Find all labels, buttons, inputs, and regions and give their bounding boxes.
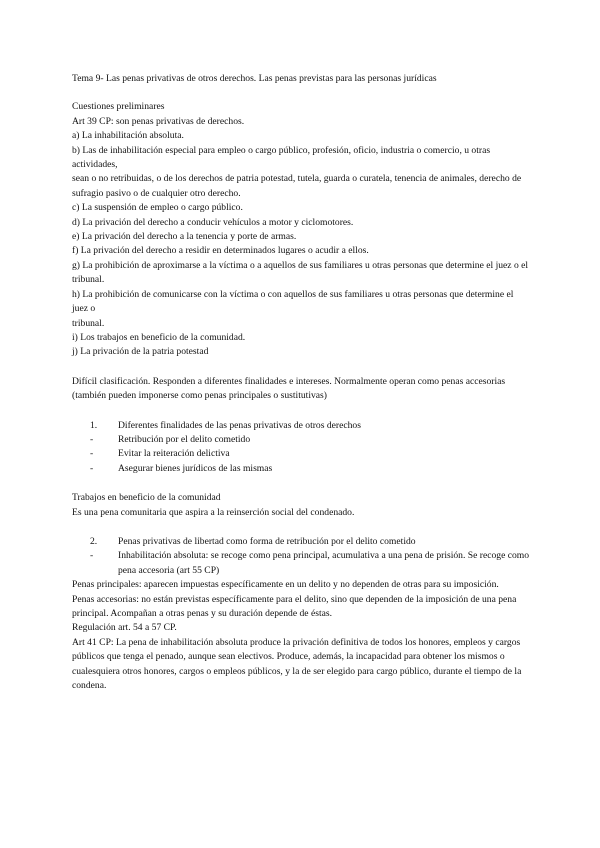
body-paragraph: Art 41 CP: La pena de inhabilitación absoluta produce la privación definitiva de todos los honores, empleos y cargos públicos que tenga el penado, aunque sean electivos. Produce, además, la incapacidad para obtener los mismos o cualesquiera otros honores, cargos o empleos públicos, y la de ser elegido para cargo público, durante el tiempo de la condena. [72,636,522,692]
body-paragraph: Penas accesorias: no están previstas específicamente para el delito, sino que dependen de la imposición de una pena principal. Acompañan a otras penas y su duración depende de éstas. [72,593,517,619]
body-line: g) La prohibición de aproximarse a la víctima o a aquellos de sus familiares u otras personas que determine el juez o el [72,259,529,271]
list-item [72,462,530,476]
body-line: i) Los trabajos en beneficio de la comunidad. [72,331,246,343]
body-line: tribunal. [72,317,105,329]
list-marker: - [90,462,94,474]
body-line: d) La privación del derecho a conducir vehículos a motor y ciclomotores. [72,216,354,228]
list-item-text: Retribución por el delito cometido [118,433,251,445]
list-marker: - [90,433,94,445]
body-line: j) La privación de la patria potestad [72,346,209,358]
list-item-text: Penas privativas de libertad como forma de retribución por el delito cometido [118,535,416,547]
body-line: sean o no retribuidas, o de los derechos de patria potestad, tutela, guarda o curatela, tenencia de animales, derecho de [72,173,522,185]
section-heading-community-work: Trabajos en beneficio de la comunidad [72,492,221,504]
body-line: c) La suspensión de empleo o cargo público. [72,202,243,214]
body-line: b) Las de inhabilitación especial para empleo o cargo público, profesión, oficio, industria o comercio, u otras actividades, [72,144,491,171]
list-item-text: Diferentes finalidades de las penas privativas de otros derechos [118,419,361,431]
list-item [72,419,530,433]
list-item [72,549,530,578]
list-marker: 1. [90,419,98,431]
body-paragraph: Es una pena comunitaria que aspira a la reinserción social del condenado. [72,506,355,518]
list-marker: - [90,448,94,460]
body-line: Art 39 CP: son penas privativas de derechos. [72,115,245,127]
classification-paragraph: Difícil clasificación. Responden a diferentes finalidades e intereses. Normalmente operan como penas accesorias (también pueden imponerse como penas principales o sustitutivas) [72,375,506,402]
penalties-list [72,535,530,578]
body-line: a) La inhabilitación absoluta. [72,130,184,142]
document-title: Tema 9- Las penas privativas de otros derechos. Las penas previstas para las personas jurídicas [72,73,437,84]
body-line: f) La privación del derecho a residir en determinados lugares o acudir a ellos. [72,245,369,257]
body-paragraph: Penas principales: aparecen impuestas específicamente en un delito y no dependen de otras para su imposición. [72,579,499,591]
body-line: e) La privación del derecho a la tenencia y porte de armas. [72,231,297,243]
list-marker: 2. [90,535,98,547]
list-item [72,433,530,447]
body-paragraph: Regulación art. 54 a 57 CP. [72,622,177,634]
section-heading-preliminary: Cuestiones preliminares [72,101,165,113]
list-marker: - [90,550,94,562]
list-item [72,447,530,461]
document-body [72,72,530,693]
body-line: h) La prohibición de comunicarse con la víctima o con aquellos de sus familiares u otras personas que determine el juez o [72,288,514,315]
body-line: tribunal. [72,274,105,286]
purposes-list [72,419,530,477]
list-item [72,535,530,549]
list-item-text: Inhabilitación absoluta: se recoge como pena principal, acumulativa a una pena de prisión. Se recoge como pena accesoria (art 55 CP) [118,550,530,576]
list-item-text: Evitar la reiteración delictiva [118,448,230,460]
body-line: sufragio pasivo o de cualquier otro derecho. [72,187,241,199]
list-item-text: Asegurar bienes jurídicos de las mismas [118,462,273,474]
